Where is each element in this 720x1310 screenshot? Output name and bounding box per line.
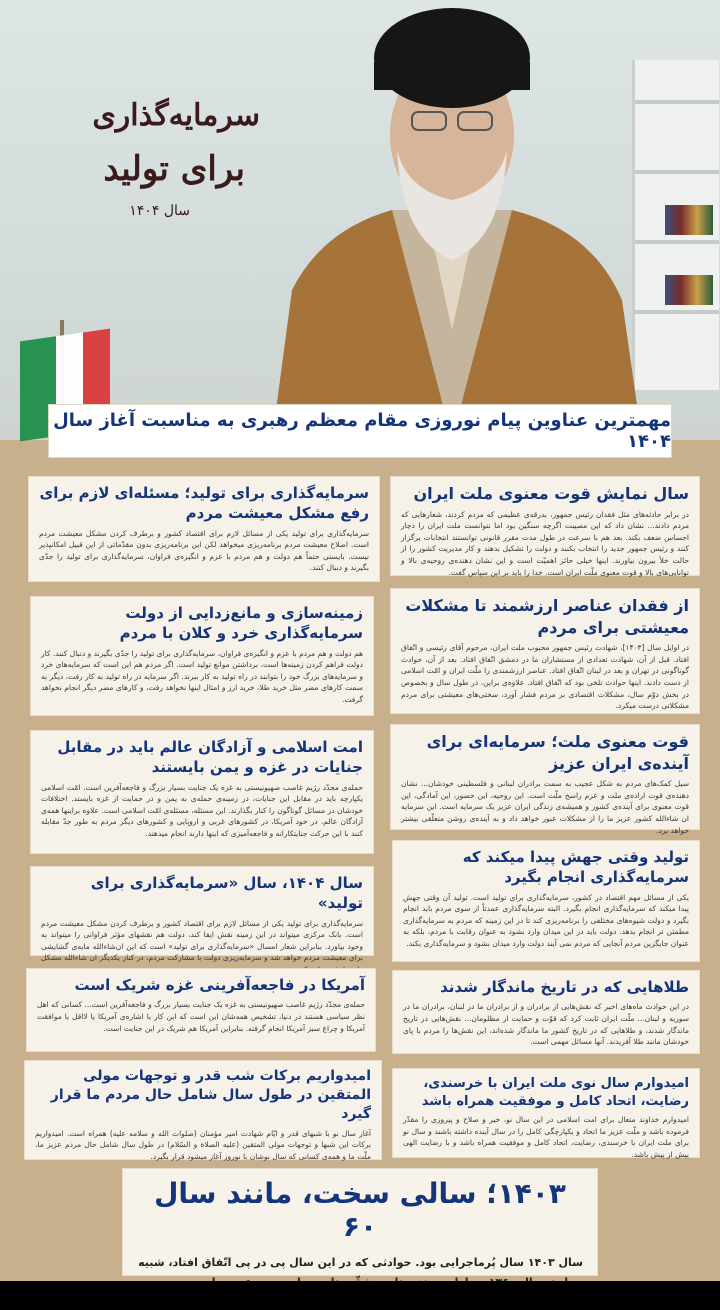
bookshelf [632,60,719,390]
card-title: امت اسلامی و آزادگان عالم باید در مقابل جنایات در غزه و یمن بایستند [57,738,363,777]
card-title: طلاهایی که در تاریخ ماندگار شدند [440,978,689,996]
card-title: تولید وقتی جهش پیدا میکند که سرمایه‌گذاری انجام بگیرد [462,848,689,887]
card-body: در برابر حادثه‌های مثل فقدان رئیس جمهور، بدرقه‌ی عظیمی که مردم کردند، شعارهایی که مردم دادند... نشان داد که این مصیبت اگرچه سنگین بود اما نتوانست ملت ایران را دچار احساس ضعف بکند. بعد هم با سرعت در طول مدت مقرر قانونی توانستند انتخابات برگزار کنند و رئیس جمهور جدید را انتخاب بکنند و دولت را تشکیل بدهند و کار مدیریت کشور را از حالت خلأ بیرون بیاورند. اینها خیلی حائز اهمیّت است و این نشان دهنده‌ی روحیه‌ی بالا و توانایی‌های بالا و قوت معنوی ملّت ایران است. خدا را باید بر این سپاس گفت. [401,509,689,577]
bottom-title: ۱۴۰۳؛ سالی سخت، مانند سال ۶۰ [154,1177,566,1243]
card-body: در این حوادث ماه‌های اخیر که نقش‌هایی از برادران و از برادران ما در لبنان، برادران ما در سوریه و لبنان... ملّت ایران ثابت کرد که قوّت و حمایت از مظلومان... نقش‌هایی در تاریخ ماندگار شدند، و طلاهایی که در تاریخ کشور ما ماندگار شده‌اند، این نقش‌ها را مردم با پای خودشان مانند طلا آفریدند. آنها مسائل مهمی است. [403,1002,689,1047]
bottom-summary [122,1168,598,1276]
card-body: آغاز سال نو با شبهای قدر و ایّام شهادت امیر مؤمنان (صلوات الله و سلامه علیه) همراه است. امیدواریم برکات این شبها و توجهات مولی المتقین (علیه الصلاة و السّلام) در طول سال شامل حال مردم عزیز ما، ملّت ما و همه‌ی کسانی که سال نوشان با نوروز آغاز میشود قرار بگیرد. [35,1128,371,1161]
hero-photo-area [0,0,720,440]
card-title: سرمایه‌گذاری برای تولید؛ مسئله‌ای لازم برای رفع مشکل معیشت مردم [39,484,369,523]
calligraphy-line2: برای تولید [103,149,245,189]
card-body: امیدوارم خداوند متعال برای امت اسلامی در این سال نو، خیر و صلاح و پیروزی را مقدّر فرموده باشد و ملّت عزیز ما اتحاد و یکپارچگی کامل را در سال آینده داشته باشند و سال نو برای ملت ایران با خرسندی، رضایت، اتحاد کامل و موفقیت همراه باشد و با رضایت الهی بیش از پیش باشد. [403,1115,689,1159]
card-title: امیدواریم برکات شب قدر و توجهات مولی المتقین در طول سال شامل حال مردم ما قرار گیرد [50,1068,371,1122]
left-card-3 [30,730,374,854]
calligraphy-line1: سرمایه‌گذاری [92,98,260,133]
right-card-4 [392,840,700,962]
right-card-5 [392,970,700,1054]
left-card-4 [30,866,374,963]
calligraphy-year: سال ۱۴۰۴ [129,203,190,219]
card-body: حمله‌ی مجدّد رژیم غاصب صهیونیستی به غزه یک جنایت بسیار بزرگ و فاجعه‌آفرین است. امّت اسلامی یکپارچه باید در مقابل این جنایات، در زمینه‌ی حمله‌ی به یمن و در حمایت از غزه بایستد. اختلافات خودشان در مسائل گوناگون را کنار بگذارند. این مسئله، مسئله‌ی امّت اسلامی است. علاوه براینها همه‌ی آزادگان عالم، در خود آمریکا، در کشورهای غربی و اروپایی و کشورهای دیگر مردم به طور جدّ مقابله کنند با این حرکت جنایتکارانه و فاجعه‌آمیزی که اینها دارند انجام میدهند. [41,782,363,838]
left-card-1 [28,476,380,582]
right-card-1 [390,476,700,576]
card-title: قوت معنوی ملت؛ سرمایه‌ای برای آینده‌ی ایران عزیز [426,732,689,773]
card-body: هم دولت و هم مردم با عزم و انگیزه‌ی فراوان، سرمایه‌گذاری برای تولید را جدّی بگیرند و دنبال کنند. کار دولت فراهم کردن زمینه‌ها است، برداشتن موانع تولید است. اگر مردم هم این است که سرمایه‌های خرد و سرمایه‌های بزرگ خود را بتوانند در راه تولید به کار ببرند. اگر سرمایه در راه تولید به کار رفت، دیگر به سمت کارهای مضر مثل خرید طلا، خرید ارز و امثال اینها نخواهد رفت، و کارهای مضر دیگر انجام نخواهد گرفت. [41,648,363,704]
portrait-figure [262,0,642,440]
card-title: زمینه‌سازی و مانع‌زدایی از دولت سرمایه‌گذاری خرد و کلان با مردم [119,604,363,643]
left-card-2 [30,596,374,716]
headline-text: مهمترین عناوین پیام نوروزی مقام معظم رهبری به مناسبت آغاز سال ۱۴۰۴ [53,410,671,452]
card-body: سرمایه‌گذاری برای تولید یکی از مسائل لازم برای اقتصاد کشور و برطرف کردن مشکل معیشت مردم است. اصلاح معیشت مردم برنامه‌ریزی میخواهد لکن این برنامه‌ریزی بدون مقدّماتی از این قبیل امکانپذیر نیست. بایستی حتماً هم دولت و هم مردم با عزم و انگیزه‌ی فراوان، سرمایه‌گذاری برای تولید را جدّی بگیرند و دنبال کنند. [39,528,369,573]
card-title: سال نمایش قوت معنوی ملت ایران [413,484,689,503]
card-title: آمریکا در فاجعه‌آفرینی غزه شریک است [74,976,365,994]
card-body: سرمایه‌گذاری برای تولید یکی از مسائل لازم برای اقتصاد کشور و برطرف کردن مشکل معیشت مردم است. بانک مرکزی میتواند در این زمینه نقش ایفا کند، دولت هم نقشهای مؤثر فراوانی را میتواند به وجود بیاورد. بنابراین شعار امسال «سرمایه‌گذاری برای تولید» است که این ان‌شاءالله مایه‌ی گشایشی برای معیشت مردم خواهد شد و سرمایه‌ریزی دولت با مشارکت مردم، در کنار یکدیگر ان شاءالله مشکل [41,918,363,963]
card-title: از فقدان عناصر ارزشمند تا مشکلات معیشتی برای مردم [405,596,689,637]
left-card-6 [24,1060,382,1160]
card-body: در اوایل سال [۱۴۰۳]، شهادت رئیس جمهور محبوب ملت ایران، مرحوم آقای رئیسی و اتّفاق افتاد. قبل از آن، شهادت تعدادی از مستشاران ما در دمشق اتّفاق افتاد. بعد از آن، حوادث گوناگونی در تهران و بعد در لبنان اتّفاق افتاد. عناصر ارزشمندی را ملّت ایران و امّت اسلامی از دست دادند. اینها حوادث تلخی بود که اتّفاق افتاد. علاوه‌ی براین، در طول سال و بخصوص در بخش دوّم سال، مشکلات اقتصادی بر مردم فشار آورد، سختی‌های معیشتی برای مردم مشکلاتی درست میکرد. [401,643,689,711]
card-body: حمله‌ی مجدّد رژیم غاصب صهیونیستی به غزه یک جنایت بسیار بزرگ و فاجعه‌آفرین است... کسانی که اهل نظر سیاسی هستند در دنیا، تشخیص همه‌شان این است که این کار با اشاره‌ی آمریکا یا لااقل با موافقت آمریکا و چراغ سبز آمریکا انجام گرفته. بنابراین آمریکا هم شریک در این جنایت است. [37,1000,365,1033]
card-title: امیدوارم سال نوی ملت ایران با خرسندی، رضایت، اتحاد کامل و موفقیت همراه باشد [421,1076,689,1109]
card-title: سال ۱۴۰۴، سال «سرمایه‌گذاری برای تولید» [90,874,363,913]
card-body: سیل کمک‌های مردم به شکل عجیب به سمت برادران لبنانی و فلسطینی خودشان... نشان دهنده‌ی قوت اراده‌ی ملت و عزم راسخ ملّت است. این روحیه، این حضور، این آمادگی، این قوت معنوی برای آینده‌ی کشور و همیشه‌ی زندگی ایران عزیز یک سرمایه است. این سرمایه ان شاءالله کشور عزیز ما را از مشکلات عبور خواهد داد و به آینده‌ی روشن متعلّقی بیشتر خواهد برد. [401,779,689,835]
slogan-calligraphy [70,80,270,250]
left-card-5 [26,968,376,1052]
right-card-3 [390,724,700,835]
right-card-6 [392,1068,700,1158]
main-headline [48,404,672,458]
bottom-body: سال ۱۴۰۳ سال پُرماجرایی بود. حوادثی که در این سال پی در پی اتّفاق افتاد، شبیه [138,1256,583,1269]
right-card-2 [390,588,700,714]
footer-bar [0,1281,720,1310]
card-body: یکی از مسائل مهم اقتصاد در کشور، سرمایه‌گذاری برای تولید است. تولید آن وقتی جهش پیدا میکند که سرمایه‌گذاری انجام بگیرد. البته سرمایه‌گذاری عمدتاً از سوی مردم باید انجام بگیرد و دولت شیوه‌های مختلفی را برنامه‌ریزی کند تا در این زمینه که مردم به سرمایه‌گذاری مطمئن تر انجام بدهد. دولت باید در این میدان وارد بشود به عنوان رقابت با مردم، بلکه به عنوان جایگزین مردم آنجایی که مردم نمی آیند دولت وارد میدان بشود و سرمایه‌گذاری بکند. [403,892,689,948]
